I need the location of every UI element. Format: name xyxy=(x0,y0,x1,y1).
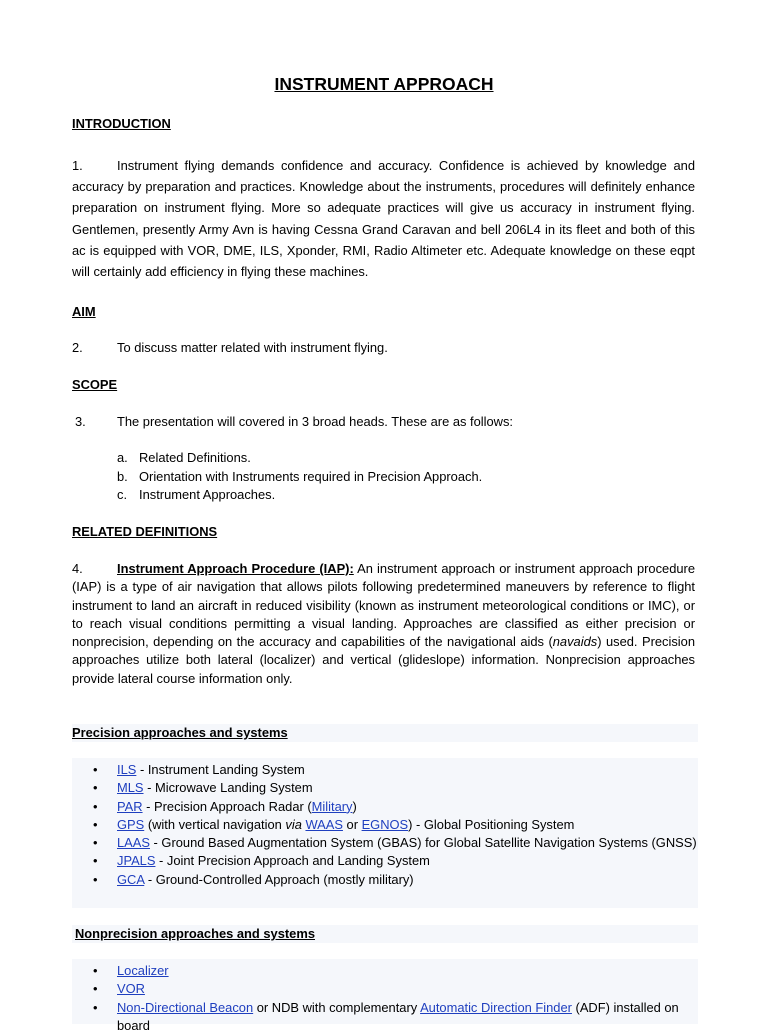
list-item-vor xyxy=(72,980,698,998)
link-localizer[interactable]: Localizer xyxy=(117,963,169,978)
definition-term: Instrument Approach Procedure (IAP): xyxy=(117,561,354,576)
list-item-jpals xyxy=(72,852,698,870)
definition-text-end: ) used. Precision approaches utilize both lateral (localizer) and vertical (glideslope) information. Nonprecision approaches provide lateral course information only. xyxy=(72,634,695,686)
list-item-ils xyxy=(72,761,698,779)
link-military[interactable]: Military xyxy=(311,798,353,814)
list-item-laas xyxy=(72,834,698,852)
bullet: • xyxy=(93,871,98,887)
bullet: • xyxy=(93,853,98,869)
list-item-ndb xyxy=(72,999,698,1035)
navaids-italic: navaids xyxy=(552,634,598,650)
scope-item-b xyxy=(117,469,482,484)
heading-related-definitions: RELATED DEFINITIONS xyxy=(72,524,218,539)
link-laas[interactable]: LAAS xyxy=(117,835,150,851)
precision-systems-list xyxy=(72,761,698,889)
bullet: • xyxy=(93,963,98,978)
item-text: (with vertical navigation xyxy=(144,816,286,832)
paragraph-number: 2. xyxy=(72,340,83,355)
definition-text: An instrument approach or instrument approach procedure (IAP) is a type of air navigation that allows pilots following predetermined maneuvers by reference to flight instrument to land an aircraft in reduced visibility (known as instrument meteorological conditions or IMC), or to reach visual conditions permitting a visual landing. Approaches are classified as either precision or nonprecision, depending on the accuracy and capabilities of the navigational aids ( xyxy=(72,561,695,650)
bullet: • xyxy=(93,780,98,796)
link-gca[interactable]: GCA xyxy=(117,871,145,887)
link-automatic-direction-finder[interactable]: Automatic Direction Finder xyxy=(420,999,572,1015)
link-jpals[interactable]: JPALS xyxy=(117,853,156,869)
bullet: • xyxy=(93,798,98,814)
item-text: - Instrument Landing System xyxy=(136,762,305,777)
item-text: Orientation with Instruments required in Precision Approach. xyxy=(139,469,483,484)
item-text-end: ) - Global Positioning System xyxy=(408,816,575,832)
item-letter: c. xyxy=(117,487,128,502)
heading-aim: AIM xyxy=(72,304,96,319)
list-item-gca xyxy=(72,871,698,889)
bullet: • xyxy=(93,816,98,832)
list-item-localizer xyxy=(72,962,698,980)
paragraph-text: To discuss matter related with instrument flying. xyxy=(117,340,388,355)
item-letter: a. xyxy=(117,450,128,465)
item-text: Instrument Approaches. xyxy=(139,487,276,502)
bullet: • xyxy=(93,981,98,997)
via-italic: via xyxy=(285,816,302,832)
item-text: - Ground-Controlled Approach (mostly military) xyxy=(144,871,414,887)
paragraph-3 xyxy=(75,414,513,429)
item-text: Related Definitions. xyxy=(139,450,251,465)
heading-scope: SCOPE xyxy=(72,377,118,392)
paragraph-number: 3. xyxy=(75,414,86,429)
heading-nonprecision-approaches: Nonprecision approaches and systems xyxy=(75,926,315,941)
link-mls[interactable]: MLS xyxy=(117,780,144,796)
link-non-directional-beacon[interactable]: Non-Directional Beacon xyxy=(117,999,254,1015)
link-ils[interactable]: ILS xyxy=(117,762,137,777)
list-item-par xyxy=(72,798,698,816)
item-text: - Microwave Landing System xyxy=(143,780,313,796)
scope-item-c xyxy=(117,487,275,502)
paragraph-4 xyxy=(72,560,695,688)
item-text: - Ground Based Augmentation System (GBAS) for Global Satellite Navigation Systems (GNSS) xyxy=(149,835,697,851)
document-title: INSTRUMENT APPROACH xyxy=(274,74,494,94)
link-egnos[interactable]: EGNOS xyxy=(361,816,409,832)
heading-introduction: INTRODUCTION xyxy=(72,116,171,131)
link-gps[interactable]: GPS xyxy=(117,816,145,832)
heading-precision-approaches: Precision approaches and systems xyxy=(72,725,288,740)
list-item-gps xyxy=(72,816,698,834)
bullet: • xyxy=(93,999,98,1015)
item-letter: b. xyxy=(117,469,128,484)
item-text-end: (ADF) installed on board xyxy=(117,999,679,1033)
item-text-end: ) xyxy=(352,798,357,814)
paragraph-number: 1. xyxy=(72,158,83,173)
paragraph-1 xyxy=(72,155,695,282)
paragraph-text: Instrument flying demands confidence and accuracy. Confidence is achieved by knowledge and accuracy by preparation and practices. Knowledge about the instruments, procedures will definitely enhance preparation on instrument flying. More so adequate practices will give us accuracy in instrument flying. Gentlemen, presently Army Avn is having Cessna Grand Caravan and bell 206L4 in its fleet and both of this ac is equipped with VOR, DME, ILS, Xponder, RMI, Radio Altimeter etc. Adequate knowledge on these eqpt will certainly add efficiency in flying these machines. xyxy=(72,158,695,280)
paragraph-text: The presentation will covered in 3 broad heads. These are as follows: xyxy=(117,414,514,429)
item-text: - Precision Approach Radar ( xyxy=(142,798,312,814)
link-par[interactable]: PAR xyxy=(117,798,143,814)
scope-item-a xyxy=(117,450,251,465)
link-waas[interactable]: WAAS xyxy=(305,816,343,832)
link-vor[interactable]: VOR xyxy=(117,981,145,997)
bullet: • xyxy=(93,835,98,851)
item-text: or NDB with complementary xyxy=(253,999,421,1015)
paragraph-number: 4. xyxy=(72,561,83,576)
nonprecision-systems-list xyxy=(72,962,698,1035)
item-text-or: or xyxy=(342,816,362,832)
paragraph-2 xyxy=(72,340,388,355)
item-text: - Joint Precision Approach and Landing System xyxy=(155,853,430,869)
bullet: • xyxy=(93,762,98,777)
list-item-mls xyxy=(72,779,698,797)
